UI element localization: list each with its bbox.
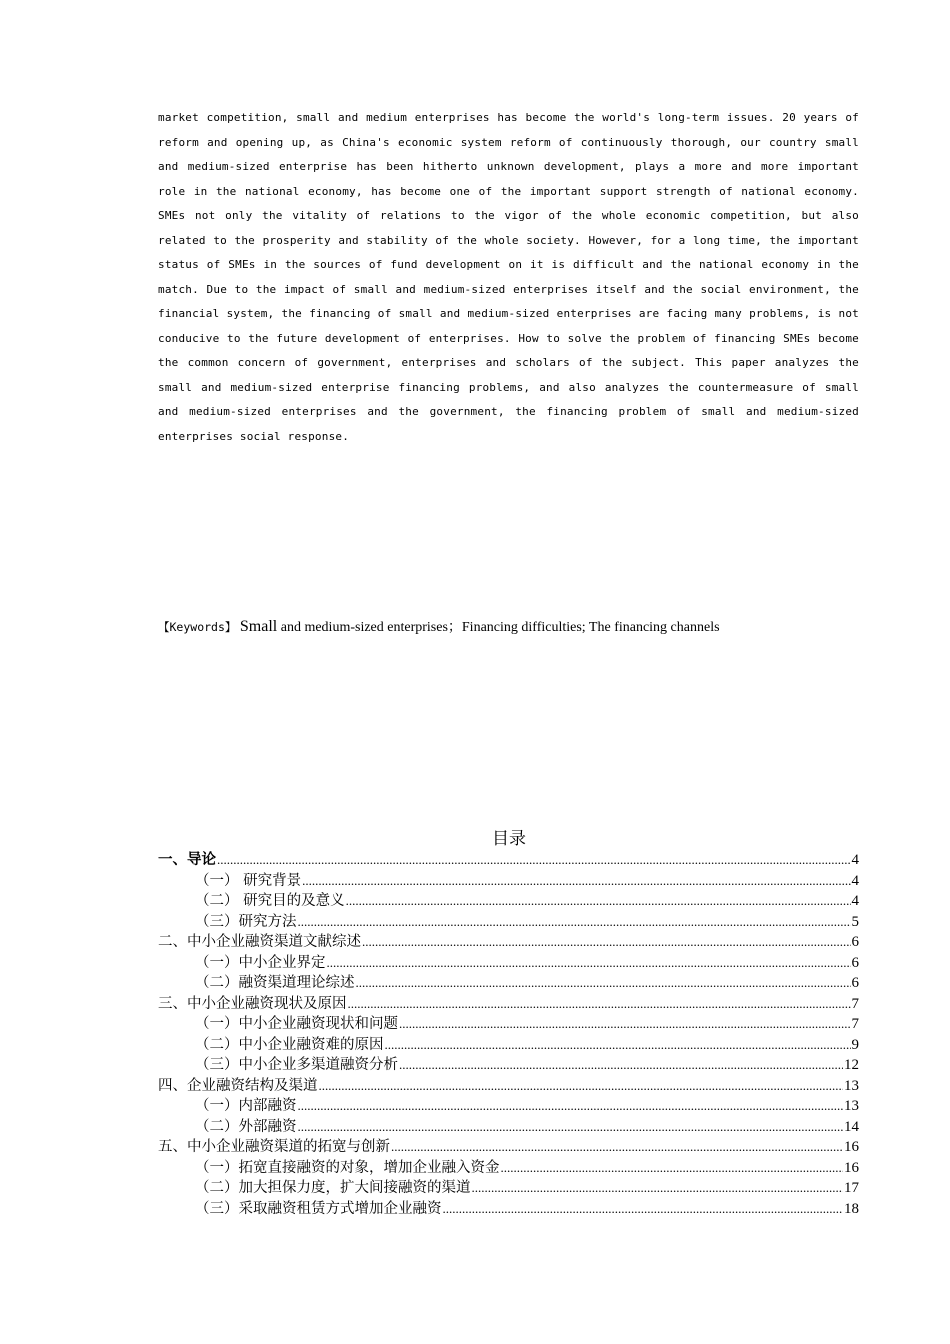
toc-dot-leader bbox=[327, 953, 851, 974]
keywords-first-word: Small bbox=[239, 618, 278, 635]
toc-title: 目录 bbox=[492, 829, 526, 849]
toc-entry-page: 4 bbox=[851, 852, 859, 868]
toc-entry-label: 四、企业融资结构及渠道 bbox=[158, 1077, 318, 1094]
keywords-label: 【Keywords】 bbox=[158, 620, 237, 634]
toc-entry-label: 一、导论 bbox=[158, 851, 216, 868]
toc-entry-page: 6 bbox=[851, 934, 859, 950]
toc-entry[interactable] bbox=[158, 973, 859, 994]
toc-entry[interactable] bbox=[158, 994, 859, 1015]
toc-entry[interactable] bbox=[158, 1178, 859, 1199]
toc-entry-label: （二）加大担保力度，扩大间接融资的渠道 bbox=[195, 1180, 471, 1196]
toc-entry-label: （一）中小企业界定 bbox=[195, 954, 326, 971]
toc-entry[interactable] bbox=[158, 1055, 859, 1076]
toc-entry[interactable] bbox=[158, 1137, 859, 1158]
toc-dot-leader bbox=[362, 932, 851, 953]
toc-dot-leader bbox=[302, 871, 850, 892]
keywords-line bbox=[158, 616, 878, 639]
toc-dot-leader bbox=[356, 973, 851, 994]
toc-entry-page: 16 bbox=[844, 1159, 859, 1176]
toc-dot-leader bbox=[391, 1137, 843, 1158]
toc-entry[interactable] bbox=[158, 912, 859, 933]
toc-entry-page: 17 bbox=[844, 1180, 859, 1196]
toc-dot-leader bbox=[319, 1076, 844, 1097]
keywords-list: and medium-sized enterprises；Financing difficulties; The financing channels bbox=[277, 620, 720, 635]
toc-dot-leader bbox=[501, 1158, 844, 1179]
toc-entry[interactable] bbox=[158, 1096, 859, 1117]
toc-entry-page: 5 bbox=[851, 913, 859, 930]
toc-entry-label: （二） 研究目的及意义 bbox=[195, 893, 345, 909]
toc-entry-page: 12 bbox=[844, 1057, 859, 1073]
toc-entry-label: （三）研究方法 bbox=[195, 913, 297, 930]
toc-entry-label: （二）外部融资 bbox=[195, 1118, 297, 1135]
toc-entry-page: 9 bbox=[851, 1036, 859, 1053]
toc-entry-page: 4 bbox=[851, 893, 859, 909]
toc-entry[interactable] bbox=[158, 1158, 859, 1179]
toc-entry-label: 二、中小企业融资渠道文献综述 bbox=[158, 934, 361, 950]
toc-dot-leader bbox=[298, 912, 851, 933]
toc-entry-page: 13 bbox=[844, 1098, 859, 1114]
toc-entry[interactable] bbox=[158, 850, 859, 871]
toc-entry[interactable] bbox=[158, 1117, 859, 1138]
toc-dot-leader bbox=[399, 1055, 843, 1076]
toc-entry[interactable] bbox=[158, 932, 859, 953]
toc-dot-leader bbox=[298, 1117, 844, 1138]
toc-entry-label: 三、中小企业融资现状及原因 bbox=[158, 995, 347, 1012]
toc-dot-leader bbox=[385, 1035, 851, 1056]
toc-entry-label: （一）内部融资 bbox=[195, 1098, 297, 1114]
toc-dot-leader bbox=[217, 850, 851, 871]
toc-entry[interactable] bbox=[158, 1199, 859, 1220]
toc-entry-page: 13 bbox=[844, 1077, 859, 1094]
toc-entry-label: （一） 研究背景 bbox=[195, 872, 302, 889]
toc-entry-label: （二）中小企业融资难的原因 bbox=[195, 1036, 384, 1053]
toc-entry-page: 18 bbox=[844, 1200, 859, 1217]
toc-entry[interactable] bbox=[158, 1014, 859, 1035]
toc-entry[interactable] bbox=[158, 871, 859, 892]
abstract-paragraph: market competition, small and medium enterprises has become the world's long-term issues. 20 years of reform and opening up, as China's economic system reform of continuously thorough, our country small and medium-sized enterprise has been hitherto unknown development, plays a more and more important role in the national economy, has become one of the important support strength of national economy. SMEs not only the vitality of relations to the vigor of the whole economic competition, but also related to the prosperity and stability of the whole society. However, for a long time, the important status of SMEs in the sources of fund development on it is difficult and the national economy in the match. Due to the impact of small and medium-sized enterprises itself and the social environment, the financial system, the financing of small and medium-sized enterprises are facing many problems, is not conducive to the future development of enterprises. How to solve the problem of financing SMEs become the common concern of government, enterprises and scholars of the subject. This paper analyzes the small and medium-sized enterprise financing problems, and also analyzes the countermeasure of small and medium-sized enterprises and the government, the financing problem of small and medium-sized enterprises social response. bbox=[158, 111, 859, 443]
table-of-contents bbox=[158, 850, 859, 1219]
toc-entry-page: 4 bbox=[851, 872, 859, 889]
toc-entry-label: （三）中小企业多渠道融资分析 bbox=[195, 1057, 398, 1073]
toc-entry-page: 7 bbox=[851, 1016, 859, 1032]
toc-entry-page: 16 bbox=[844, 1139, 859, 1155]
toc-entry-label: （二）融资渠道理论综述 bbox=[195, 975, 355, 991]
toc-dot-leader bbox=[346, 891, 851, 912]
toc-entry[interactable] bbox=[158, 1076, 859, 1097]
toc-dot-leader bbox=[348, 994, 851, 1015]
toc-entry[interactable] bbox=[158, 953, 859, 974]
toc-dot-leader bbox=[472, 1178, 844, 1199]
toc-entry-page: 14 bbox=[844, 1118, 859, 1135]
toc-dot-leader bbox=[399, 1014, 851, 1035]
toc-entry-label: （一）拓宽直接融资的对象，增加企业融入资金 bbox=[195, 1159, 500, 1176]
toc-entry-label: 五、中小企业融资渠道的拓宽与创新 bbox=[158, 1139, 390, 1155]
toc-entry-page: 7 bbox=[851, 995, 859, 1012]
toc-dot-leader bbox=[298, 1096, 844, 1117]
toc-entry-page: 6 bbox=[851, 975, 859, 991]
toc-entry-page: 6 bbox=[851, 954, 859, 971]
toc-entry[interactable] bbox=[158, 1035, 859, 1056]
toc-entry-label: （一）中小企业融资现状和问题 bbox=[195, 1016, 398, 1032]
toc-entry[interactable] bbox=[158, 891, 859, 912]
toc-entry-label: （三）采取融资租赁方式增加企业融资 bbox=[195, 1200, 442, 1217]
toc-dot-leader bbox=[443, 1199, 844, 1220]
